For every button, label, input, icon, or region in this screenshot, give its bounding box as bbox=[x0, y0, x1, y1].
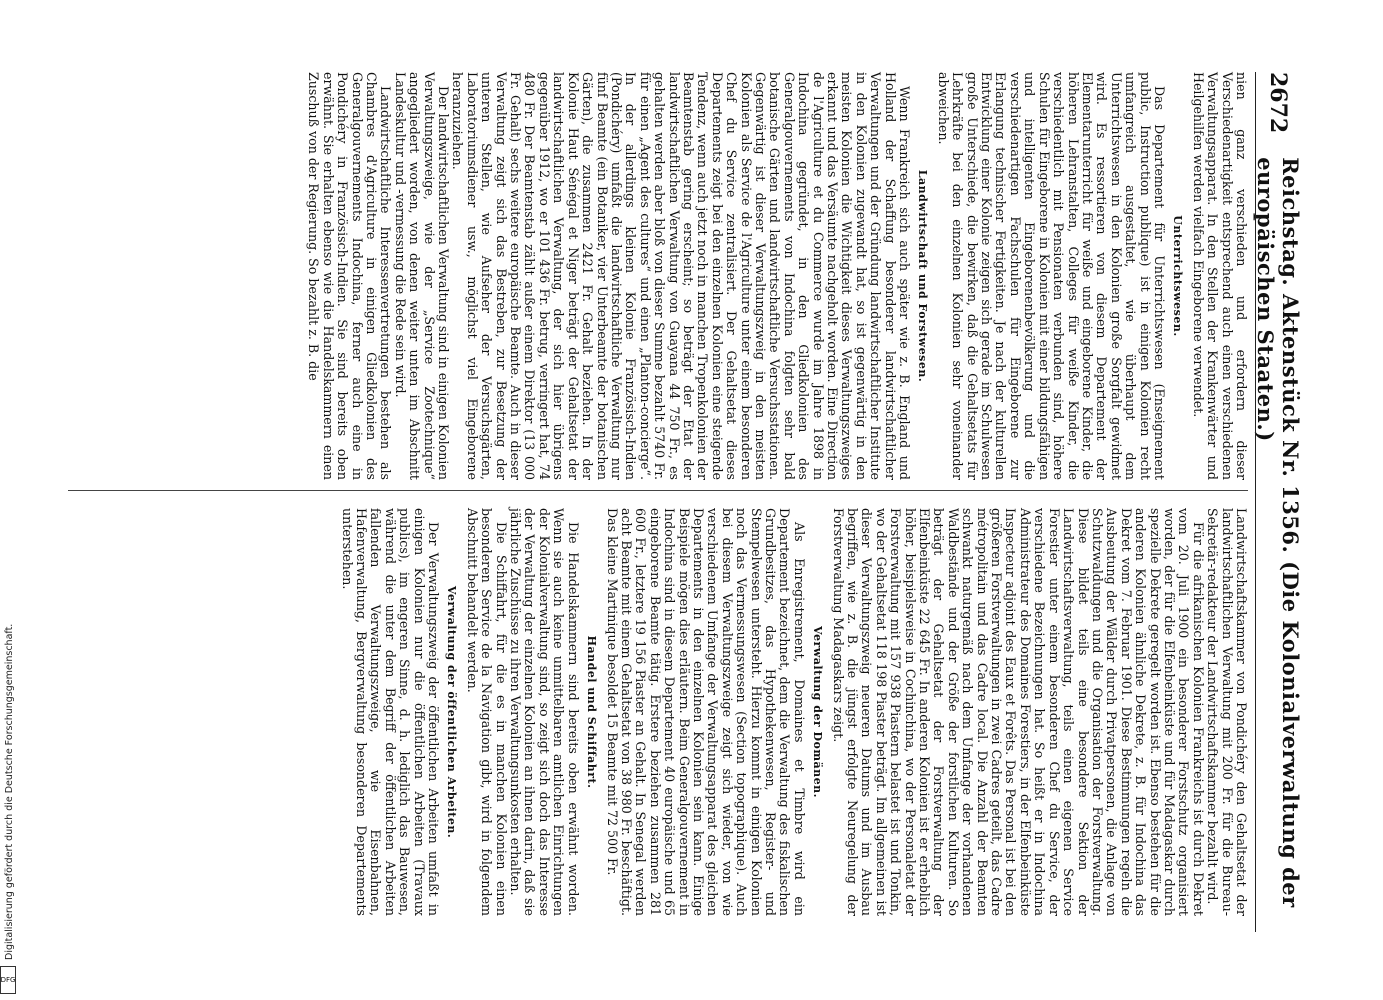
page-title: Reichstag. Aktenstück Nr. 1356. (Die Kolonialverwaltung der europäischen Staaten.) bbox=[1253, 157, 1303, 908]
paragraph: Für die afrikanischen Kolonien Frankreichs ist durch Dekret vom 20. Juli 1900 ein besonderer Forstschutz organisiert worden, der für die Elfenbeinküste und für Madagaskar durch spezielle Dekrete geregelt worden ist. Ebenso bestehen für die anderen Kolonien ähnliche Dekrete, z. B. für Indochina das Dekret vom 7. Februar 1901. Diese Bestimmungen regeln die Ausbeutung der Wälder durch Privatpersonen, die Anlage von Schutzwaldungen und die Organisation der Forstverwaltung. Diese bildet teils eine besondere Sektion der Landwirtschaftsverwaltung, teils einen eigenen Service Forestier unter einem besonderen Chef du Service, der verschiedene Bezeichnungen hat. So heißt er in Indochina Administrateur des Domaines Forestiers, in der Elfenbeinküste Inspecteur adjoint des Eaux et Forêts. Das Personal ist bei den größeren Forstverwaltungen in zwei Cadres geteilt, das Cadre métropolitain und das Cadre local. Die Anzahl der Beamten schwankt naturgemäß nach dem Umfange der vorhandenen Waldbestände und der Größe der forstlichen Kulturen. So beträgt der Gehaltsetat der Forstverwaltung der Elfenbeinküste 22 645 Fr. In anderen Kolonien ist er erheblich höher, beispielsweise in Cochinchina, wo der Personaletat der Forstverwaltung mit 157 938 Piastern belastet ist und Tonkin, wo der Gehaltsetat 118 198 Piaster beträgt. Im allgemeinen ist dieser Verwaltungszweig neueren Datums und im Ausbau begriffen, wie z. B. die jüngst erfolgte Neuregelung der Forstverwaltung Madagaskars zeigt. bbox=[830, 508, 1206, 916]
paragraph: Die Handelskammern sind bereits oben erwähnt worden. Wenn sie auch keine unmittelbaren amtlichen Einrichtungen der Kolonialverwaltung sind, so zeigt sich doch das Interesse der Verwaltung der einzelnen Kolonien an ihnen darin, daß sie jährliche Zuschüsse zu ihren Verwaltungsunkosten erhalten. bbox=[508, 508, 581, 916]
paragraph: Der Verwaltungszweig der öffentlichen Arbeiten umfaßt in einigen Kolonien nur die öffentlichen Arbeiten (Travaux publics), im engeren Sinne, d. h. lediglich das Bauwesen, während die unter dem Begriff der öffentlichen Arbeiten fallenden Verwaltungszweige, wie Eisenbahnen, Hafenverwaltung, Bergverwaltung besonderen Departements unterstehen. bbox=[339, 508, 442, 916]
right-column bbox=[339, 508, 1248, 916]
paragraph: Landwirtschaftliche Interessenvertretungen bestehen als Chambres d'Agriculture in einigen Gliedkolonien des Generalgouvernements Indochina, ferner auch eine in Pondichéry in Französisch-Indien. Sie sind bereits oben erwähnt. Sie erhalten ebenso wie die Handelskammern einen Zuschuß von der Regierung. So bezahlt z. B. die bbox=[306, 72, 394, 480]
header-rule bbox=[1255, 72, 1256, 932]
section-heading: Handel und Schiffahrt. bbox=[585, 635, 599, 789]
paragraph: Das Departement für Unterrichtswesen (Enseignement public, Instruction publique) ist in einigen Kolonien recht umfangreich ausgestaltet, wie überhaupt dem Unterrichtswesen in den Kolonien große Sorgfalt gewidmet wird. Es ressortieren von diesem Departement der Elementarunterricht für weiße und eingeborene Kinder, die höheren Lehranstalten, Colleges für weiße Kinder, die verschiedentlich mit Pensionaten verbunden sind, höhere Schulen für Eingeborene in Kolonien mit einer bildungsfähigen und intelligenten Eingeborenenbevölkerung und die verschiedenartigen Fachschulen für Eingeborene zur Erlangung technischer Fertigkeiten. Je nach der kulturellen Entwicklung einer Kolonie zeigen sich gerade im Schulwesen große Unterschiede, die bewirken, daß die Gehaltsetats für Lehrkräfte bei den einzelnen Kolonien sehr voneinander abweichen. bbox=[935, 72, 1167, 480]
left-column bbox=[306, 72, 1248, 480]
paragraph: Als Enregistrement, Domaines et Timbre wird ein Departement bezeichnet, dem die Verwaltung des fiskalischen Grundbesitzes, das Hypothekenwesen, Register- und Stempelwesen untersteht. Hierzu kommt in einigen Kolonien noch das Vermessungswesen (Section topographique). Auch bei diesem Verwaltungszweige zeigt sich wieder, von wie verschiedenem Umfange der Verwaltungsapparat des gleichen Departements in den einzelnen Kolonien sein kann. Einige Beispiele mögen dies erläutern. Beim Generalgouvernement in Indochina sind in diesem Departement 40 europäische und 65 eingeborene Beamte tätig. Erstere beziehen zusammen 281 600 Fr., letztere 19 156 Piaster an Gehalt. In Senegal werden acht Beamte mit einem Gehaltsetat von 38 980 Fr. beschäftigt. Das kleine Martinique besoldet 15 Beamte mit 72 500 Fr. bbox=[604, 508, 807, 916]
page-number: 2672 bbox=[1265, 72, 1291, 134]
column-divider bbox=[68, 490, 1248, 491]
paragraph: Der landwirtschaftlichen Verwaltung sind in einigen Kolonien Verwaltungszweige, wie der „Service Zootechnique“ angegliedert worden, von denen weiter unten im Abschnitt Landeskultur und -vermessung die Rede sein wird. bbox=[392, 72, 452, 480]
page-header bbox=[1253, 72, 1303, 932]
dfg-logo-icon: DFG bbox=[0, 966, 16, 994]
paragraph: Landwirtschaftskammer von Pondichéry den Gehaltsetat der landwirtschaftlichen Verwaltung mit 200 Fr. für die Bureau-Sekretär-redakteur der Landwirtschaftskammer bezahlt wird. bbox=[1205, 508, 1249, 916]
section-heading: Unterrichtswesen. bbox=[1171, 215, 1185, 337]
paragraph: Die Schiffahrt, für die es in manchen Kolonien einen besonderen Service de la Navigation gibt, wird in folgendem Abschnitt behandelt werden. bbox=[464, 508, 509, 916]
section-heading: Landwirtschaft und Forstwesen. bbox=[916, 169, 930, 383]
section-heading: Verwaltung der Domänen. bbox=[811, 626, 825, 798]
paragraph: Wenn Frankreich sich auch später wie z. B. England und Holland der Schaffung besonderer landwirtschaftlicher Verwaltungen und der Gründung landwirtschaftlicher Institute in den Kolonien zugewandt hat, so ist gegenwärtig in den meisten Kolonien die Wichtigkeit dieses Verwaltungszweiges erkannt und das Versäumte nachgeholt worden. Eine Direction de l'Agriculture et du Commerce wurde im Jahre 1898 in Indochina gegründet, in den Gliedkolonien des Generalgouvernements von Indochina folgten sehr bald botanische Gärten und landwirtschaftliche Versuchsstationen. Gegenwärtig ist dieser Verwaltungszweig in den meisten Kolonien als Service de l'Agriculture unter einem besonderen Chef du Service zentralisiert. Der Gehaltsetat dieses Departements zeigt bei den einzelnen Kolonien eine steigende Tendenz, wenn auch jetzt noch in manchen Tropenkolonien der Beamtenstab gering erscheint; so beträgt der Etat der landwirtschaftlichen Verwaltung von Guayana 44 750 Fr., es gehalten werden aber bloß von dieser Summe bezahlt 5740 Fr. für einen „Agent des cultures“ und einen „Planton-concierge“. In der allerdings kleinen Kolonie Französisch-Indien (Pondichéry) umfaßt die landwirtschaftliche Verwaltung nur fünf Beamte (ein Botaniker, vier Unterbeamte der botanischen Gärten), die zusammen 2421 Fr. Gehalt beziehen. In der Kolonie Haut Sénégal et Niger beträgt der Gehaltsetat der landwirtschaftlichen Verwaltung, der sich hier übrigens gegenüber 1912, wo er 101 436 Fr. betrug, verringert hat, 74 480 Fr. Der Beamtenstab zählt außer einem Direktor (13 000 Fr. Gehalt) sechs weitere europäische Beamte. Auch in dieser Verwaltung zeigt sich das Bestreben, zur Besetzung der unteren Stellen, wie Aufseher der Versuchsgärten, Laboratoriumsdiener usw., möglichst viel Eingeborene heranzuziehen. bbox=[450, 72, 913, 480]
funding-note: Digitalisierung gefördert durch die Deutsche Forschungsgemeinschaft. bbox=[4, 623, 15, 960]
paragraph: nien ganz verschieden und erfordern dieser Verschiedenartigkeit entsprechend auch einen verschiedenen Verwaltungsapparat. In den Stellen der Krankenwärter und Heilgehilfen werden vielfach Eingeborene verwendet. bbox=[1190, 72, 1249, 480]
section-heading: Verwaltung der öffentlichen Arbeiten. bbox=[445, 585, 459, 839]
